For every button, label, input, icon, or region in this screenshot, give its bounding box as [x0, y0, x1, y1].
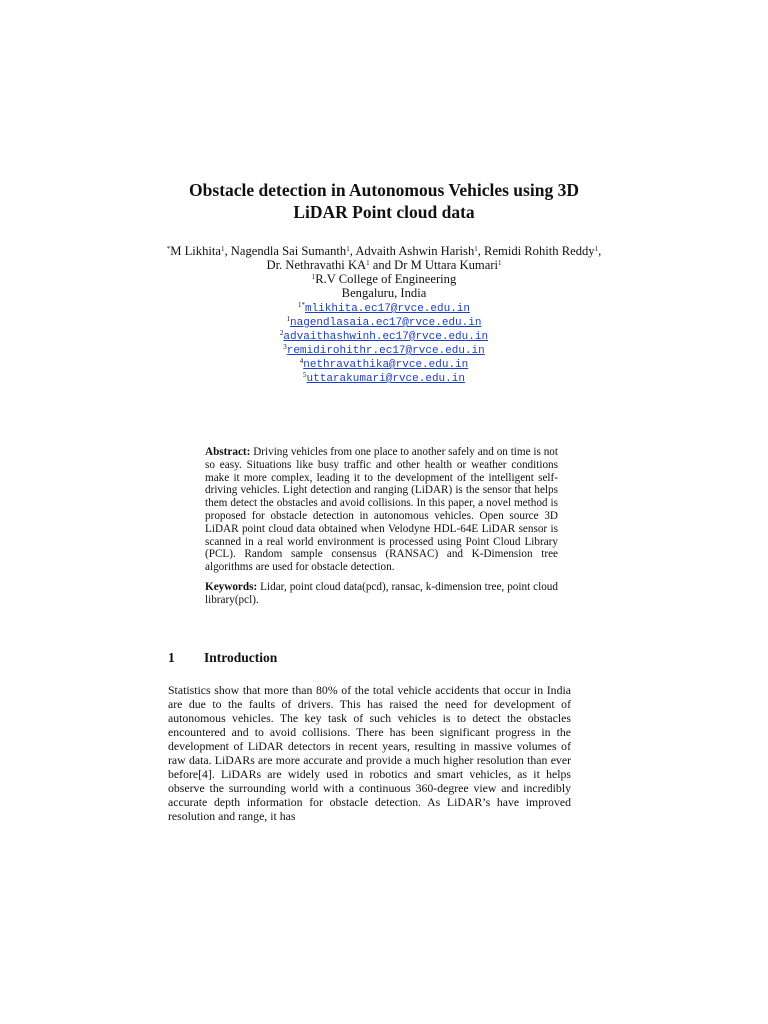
email-superscript: 2 [279, 329, 284, 337]
keywords-text: Lidar, point cloud data(pcd), ransac, k-dimension tree, point cloud library(pcl). [205, 580, 558, 606]
author-name: Dr. Nethravathi KA [266, 258, 367, 272]
author-separator: , [224, 244, 231, 258]
section-number: 1 [168, 650, 175, 665]
email-link[interactable]: remidirohithr.ec17@rvce.edu.in [286, 345, 485, 357]
author-block [130, 244, 638, 300]
author-superscript: * [166, 245, 171, 253]
email-list [130, 302, 638, 386]
introduction-body [168, 683, 571, 823]
title-line-2: LiDAR Point cloud data [293, 202, 475, 222]
keywords-paragraph [205, 581, 558, 607]
email-superscript: 5 [303, 371, 307, 379]
author-line-2 [130, 258, 638, 272]
email-superscript: 1* [297, 301, 305, 309]
author-conjunction: and [369, 258, 395, 272]
email-superscript: 4 [299, 357, 304, 365]
abstract-paragraph [205, 446, 558, 574]
abstract-label: Abstract: [205, 446, 251, 458]
keywords-label: Keywords: [205, 580, 258, 593]
author-separator: , [477, 244, 485, 258]
email-superscript: 1 [286, 315, 291, 323]
author-name: Dr M Uttara Kumari [394, 258, 499, 272]
email-line [130, 344, 638, 358]
author-name: Advaith Ashwin Harish [355, 244, 475, 258]
author-superscript: 1 [498, 259, 502, 267]
email-link[interactable]: nethravathika@rvce.edu.in [303, 359, 469, 371]
abstract-block [205, 446, 558, 607]
author-name: Remidi Rohith Reddy [484, 244, 595, 258]
author-name: M Likhita [170, 244, 221, 258]
affiliation [130, 272, 638, 286]
email-link[interactable]: uttarakumari@rvce.edu.in [306, 373, 465, 385]
author-separator: , [349, 244, 356, 258]
author-name: Nagendla Sai Sumanth [230, 244, 347, 258]
author-superscript: 1 [220, 245, 225, 253]
email-link[interactable]: nagendlasaia.ec17@rvce.edu.in [290, 317, 482, 329]
affiliation-name: R.V College of Engineering [315, 272, 457, 286]
email-superscript: 3 [283, 343, 287, 351]
email-line [130, 372, 638, 386]
abstract-text: Driving vehicles from one place to another safely and on time is not so easy. Situations like busy traffic and other health or weather conditions make it more complex, leading it to the development of the intelligent self-driving vehicles. Light detection and ranging (LiDAR) is the sensor that helps them detect the obstacles and avoid collisions. In this paper, a novel method is proposed for obstacle detection in autonomous vehicles. Open source 3D LiDAR point cloud data obtained when Velodyne HDL-64E LiDAR sensor is scanned in a real world environment is processed using Point Cloud Library (PCL). Random sample consensus (RANSAC) and K-Dimension tree algorithms are used for obstacle detection. [205, 446, 558, 574]
section-title: Introduction [204, 650, 278, 665]
section-heading [168, 650, 277, 666]
email-line [130, 302, 638, 316]
email-line [130, 358, 638, 372]
author-superscript: 1 [366, 259, 370, 267]
author-line-1 [130, 244, 638, 258]
author-superscript: 1 [474, 245, 478, 253]
email-line [130, 330, 638, 344]
affiliation-city: Bengaluru, India [341, 286, 427, 300]
title-line-1: Obstacle detection in Autonomous Vehicles using 3D [189, 180, 579, 200]
introduction-paragraph: Statistics show that more than 80% of the total vehicle accidents that occur in India are due to the faults of drivers. This has raised the need for development of autonomous vehicles. The key task of such vehicles is to detect the obstacles encountered and to avoid collisions. There has been significant progress in the development of LiDAR detectors in recent years, resulting in massive volumes of raw data. LiDARs are more accurate and provide a much higher resolution than ever before[4]. LiDARs are widely used in robotics and smart vehicles, as it helps observe the surrounding world with a continuous 360-degree view and incredibly accurate depth information for obstacle detection. As LiDAR’s have improved resolution and range, it has [168, 683, 571, 823]
email-link[interactable]: mlikhita.ec17@rvce.edu.in [304, 303, 471, 315]
author-superscript: 1 [346, 245, 350, 253]
affiliation-superscript: 1 [311, 273, 316, 281]
email-link[interactable]: advaithashwinh.ec17@rvce.edu.in [283, 331, 489, 343]
author-separator: , [598, 244, 602, 258]
email-line [130, 316, 638, 330]
author-superscript: 1 [594, 245, 599, 253]
paper-title [150, 179, 618, 223]
